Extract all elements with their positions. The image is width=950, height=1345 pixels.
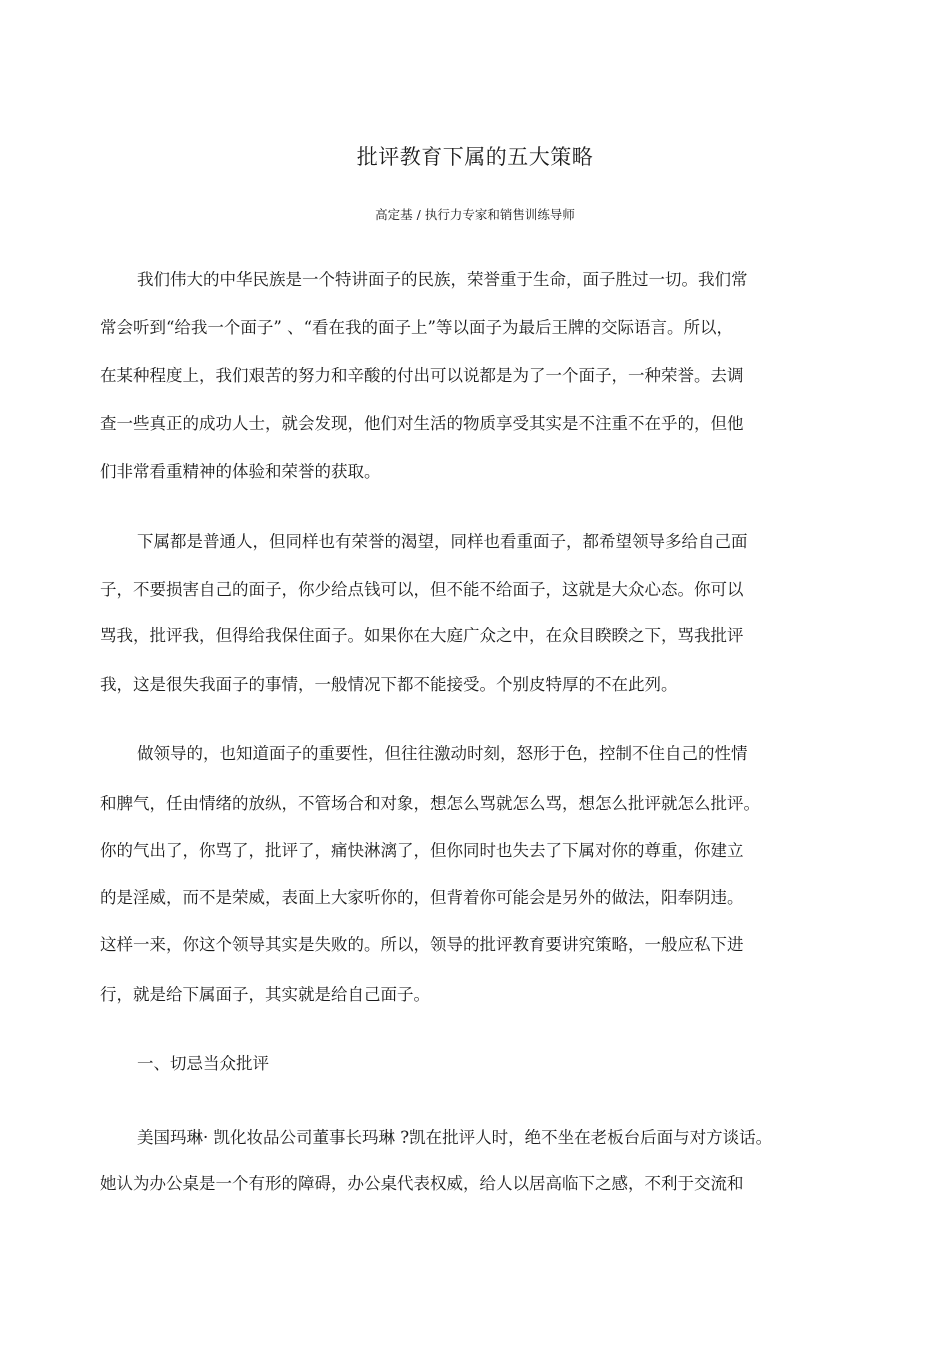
- paragraph-1-line-3: 在某种程度上，我们艰苦的努力和辛酸的付出可以说都是为了一个面子，一种荣誉。去调: [100, 366, 744, 385]
- paragraph-3-line-2: 和脾气，任由情绪的放纵，不管场合和对象，想怎么骂就怎么骂，想怎么批评就怎么批评。: [100, 794, 760, 813]
- paragraph-3-line-5: 这样一来，你这个领导其实是失败的。所以，领导的批评教育要讲究策略，一般应私下进: [100, 935, 744, 954]
- paragraph-1-line-2: 常会听到“给我一个面子” 、“看在我的面子上”等以面子为最后王牌的交际语言。所以，: [100, 318, 733, 337]
- document-title: 批评教育下属的五大策略: [356, 145, 594, 169]
- paragraph-3-line-4: 的是淫威，而不是荣威，表面上大家听你的，但背着你可能会是另外的做法，阳奉阴违。: [100, 888, 744, 907]
- document-byline: 高定基 / 执行力专家和销售训练导师: [375, 207, 575, 222]
- paragraph-2-line-4: 我，这是很失我面子的事情，一般情况下都不能接受。个别皮特厚的不在此列。: [100, 675, 678, 694]
- paragraph-4-line-2: 她认为办公桌是一个有形的障碍，办公桌代表权威，给人以居高临下之感，不利于交流和: [100, 1174, 744, 1193]
- paragraph-2-line-3: 骂我，批评我，但得给我保住面子。如果你在大庭广众之中，在众目睽睽之下，骂我批评: [100, 626, 744, 645]
- paragraph-3-line-1: 做领导的，也知道面子的重要性，但往往激动时刻，怒形于色，控制不住自己的性情: [137, 744, 748, 763]
- paragraph-1-line-5: 们非常看重精神的体验和荣誉的获取。: [100, 462, 381, 481]
- paragraph-1-line-4: 查一些真正的成功人士，就会发现，他们对生活的物质享受其实是不注重不在乎的，但他: [100, 414, 744, 433]
- paragraph-2-line-1: 下属都是普通人，但同样也有荣誉的渴望，同样也看重面子，都希望领导多给自己面: [137, 532, 748, 551]
- paragraph-4-line-1: 美国玛琳· 凯化妆品公司董事长玛琳 ?凯在批评人时，绝不坐在老板台后面与对方谈话。: [137, 1128, 773, 1147]
- paragraph-3-line-3: 你的气出了，你骂了，批评了，痛快淋漓了，但你同时也失去了下属对你的尊重，你建立: [100, 841, 744, 860]
- paragraph-1-line-1: 我们伟大的中华民族是一个特讲面子的民族，荣誉重于生命，面子胜过一切。我们常: [137, 270, 748, 289]
- paragraph-2-line-2: 子，不要损害自己的面子，你少给点钱可以，但不能不给面子，这就是大众心态。你可以: [100, 580, 744, 599]
- paragraph-3-line-6: 行，就是给下属面子，其实就是给自己面子。: [100, 985, 430, 1004]
- section-heading-1: 一、切忌当众批评: [137, 1054, 269, 1073]
